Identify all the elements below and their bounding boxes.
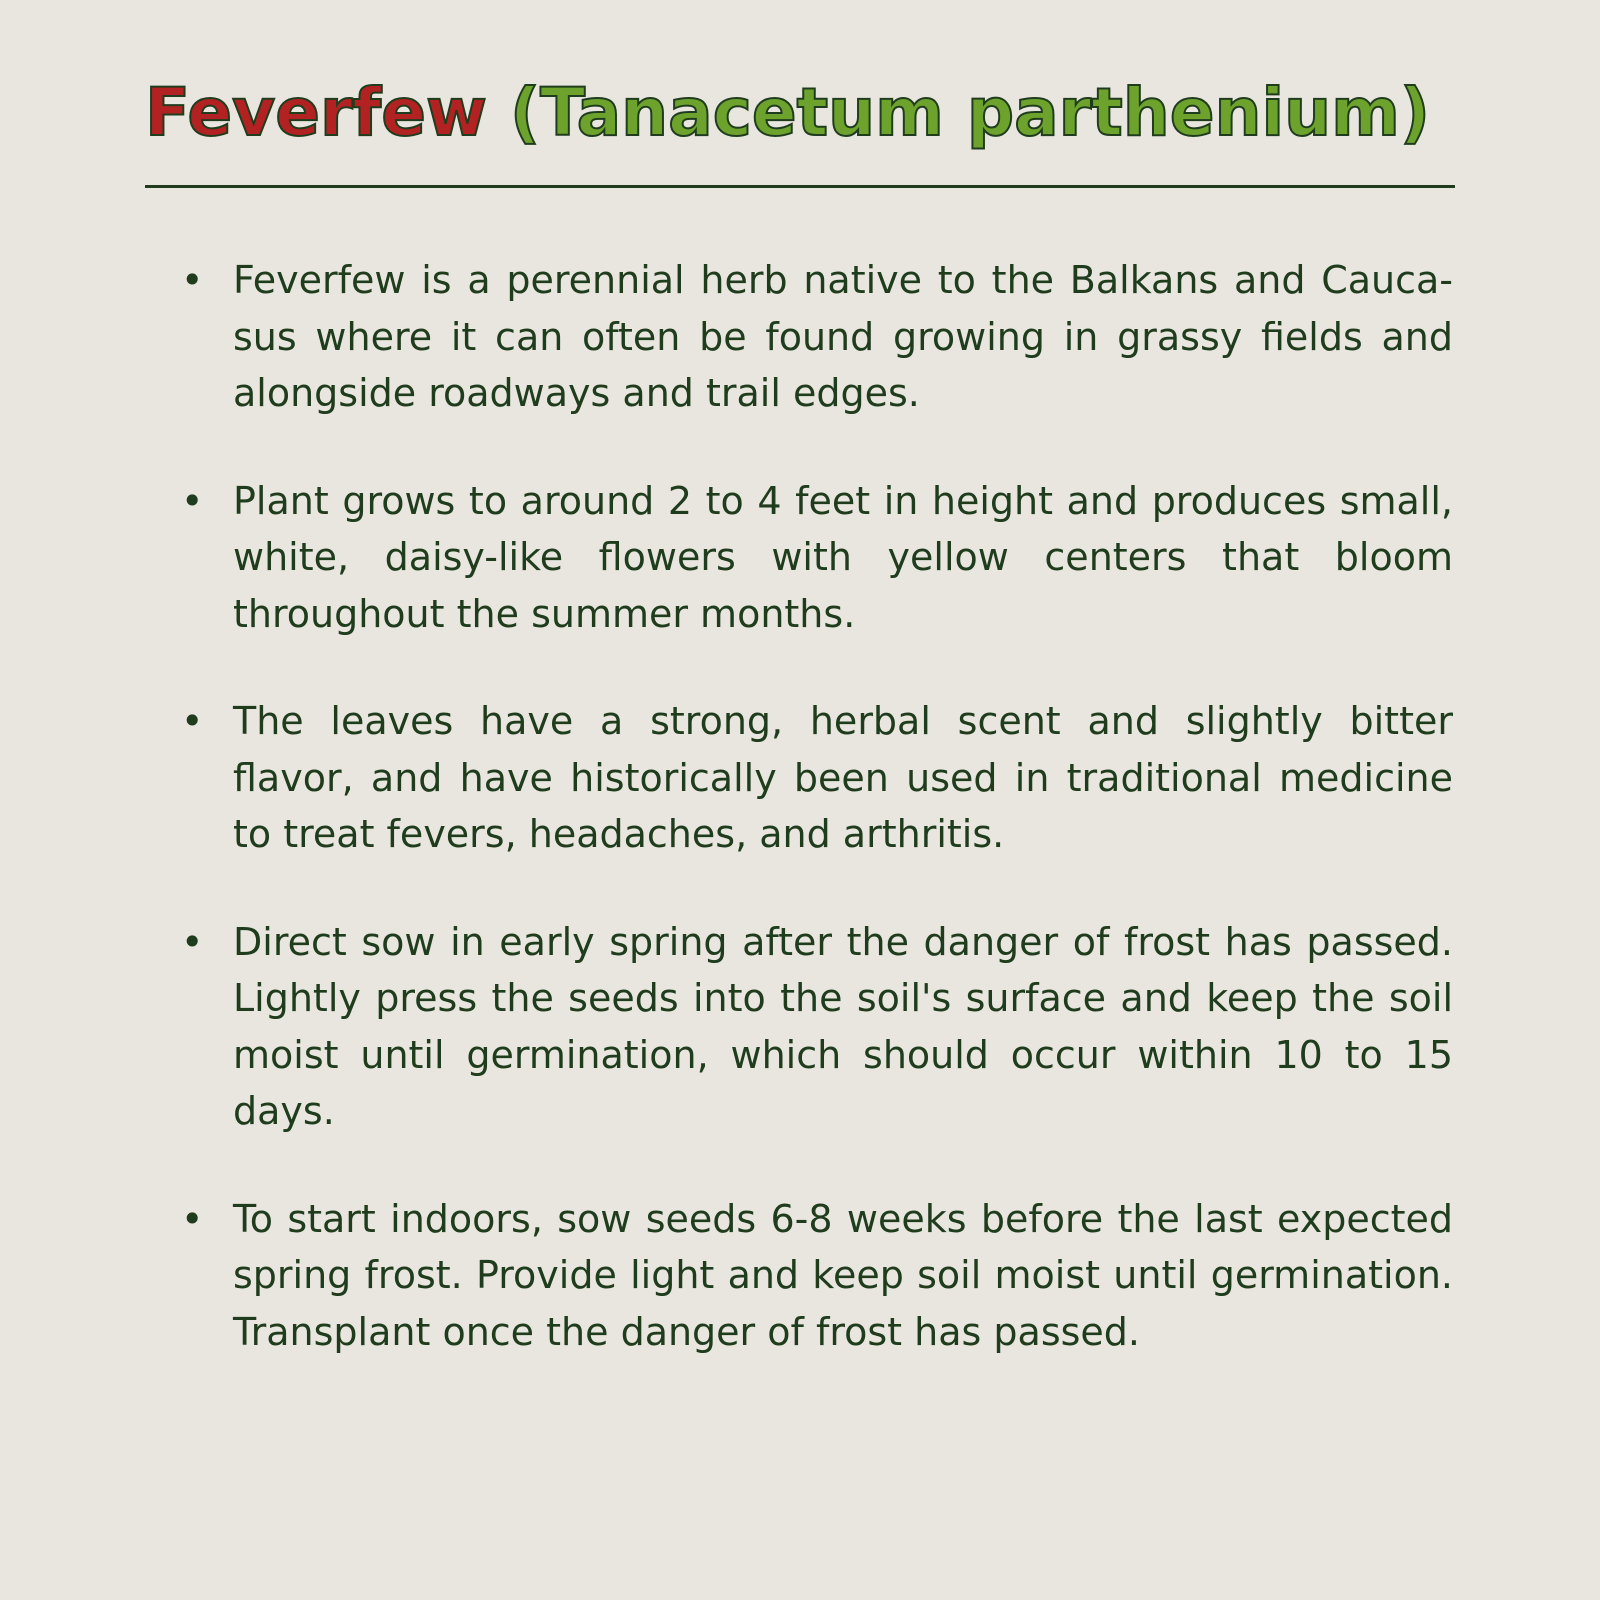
fact-text: Direct sow in early spring after the danger of frost has passed. Lightly press the seeds into the soil's surface and keep the soil moist until germination, which should occur within 10 to 15 days. xyxy=(233,919,1453,1133)
list-item xyxy=(181,914,1453,1140)
list-item xyxy=(181,473,1453,643)
list-item xyxy=(181,693,1453,863)
bullet-icon: • xyxy=(181,699,204,743)
bullet-icon: • xyxy=(181,478,204,523)
fact-text: Plant grows to around 2 to 4 feet in height and produces small, white, daisy-like flowers with yellow centers that bloom throughout the summer months. xyxy=(233,478,1453,636)
list-item xyxy=(181,252,1453,422)
title-common-name: Feverfew xyxy=(145,74,487,151)
list-item xyxy=(181,1191,1453,1361)
fact-text: The leaves have a strong, herbal scent and slightly bitter flavor, and have historically been used in traditional medicine to treat fevers, headaches, and arthritis. xyxy=(233,699,1453,856)
fact-text: To start indoors, sow seeds 6-8 weeks before the last expected spring frost. Provide light and keep soil moist until germination. Transplant once the danger of frost has passed. xyxy=(233,1196,1453,1354)
title-divider xyxy=(145,185,1455,188)
fact-list xyxy=(181,252,1453,1411)
bullet-icon: • xyxy=(181,258,204,302)
page-title xyxy=(145,68,1465,158)
bullet-icon: • xyxy=(181,1196,204,1241)
title-latin-name: (Tanacetum parthenium) xyxy=(509,74,1431,151)
bullet-icon: • xyxy=(181,919,204,964)
fact-text: Feverfew is a perennial herb native to the Balkans and Caucasus where it can often be found growing in grassy fields and alongside roadways and trail edges. xyxy=(233,258,1453,415)
